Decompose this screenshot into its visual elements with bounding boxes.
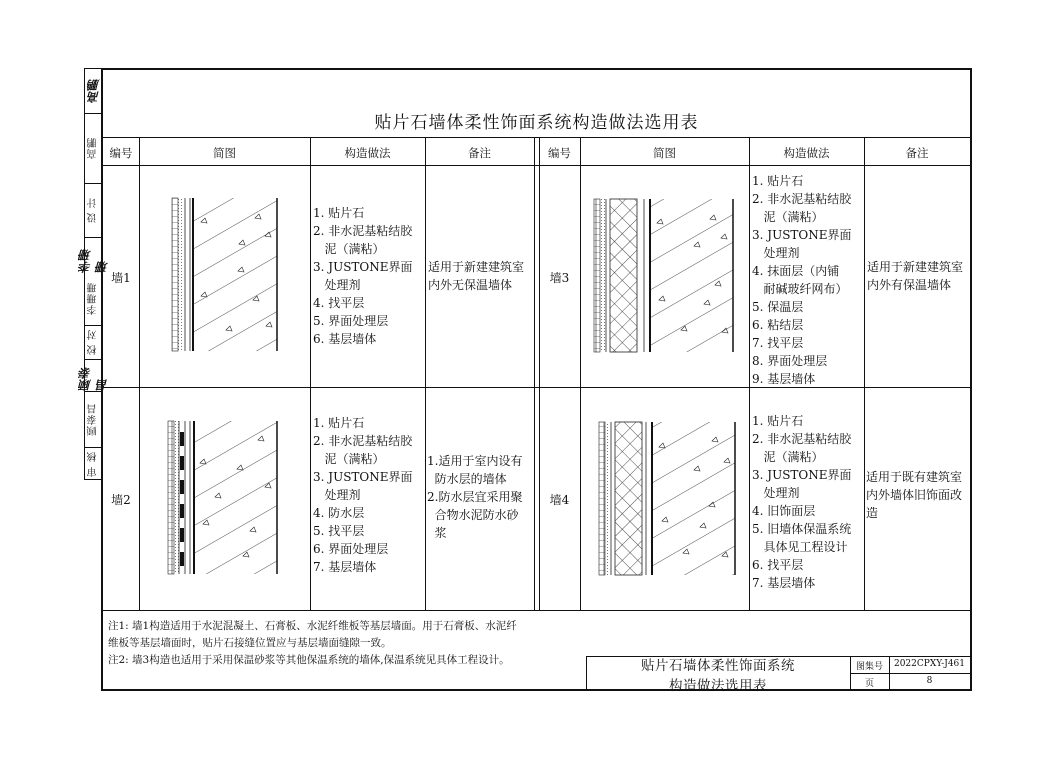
checker-signature: 李珊珊 <box>78 249 110 273</box>
wall-1-remarks: 适用于新建建筑室 内外无保温墙体 <box>428 260 525 292</box>
notes <box>108 618 588 669</box>
layer-item: 5. 界面处理层 <box>313 314 389 328</box>
header-number-left: 编号 <box>109 146 133 160</box>
review-label: 审 核 <box>88 450 99 478</box>
design-label: 设 计 <box>88 196 99 224</box>
check-label: 校 对 <box>88 328 99 356</box>
layer-item: 9. 基层墙体 <box>752 372 816 386</box>
layer-item: 5. 找平层 <box>313 524 365 538</box>
page-number: 8 <box>926 676 933 686</box>
layer-item: 2. 非水泥基粘结胶 <box>313 224 413 238</box>
layer-item: 泥（满粘） <box>313 452 385 466</box>
wall-1-id: 墙1 <box>111 271 131 285</box>
page-label: 页 <box>864 679 874 689</box>
note-line: 维板等基层墙面时，贴片石接缝位置应与基层墙面缝隙一致。 <box>108 637 392 649</box>
layer-item: 3. JUSTONE界面 <box>313 260 413 274</box>
layer-item: 处理剂 <box>752 246 800 260</box>
atlas-label: 图集号 <box>855 662 883 672</box>
layer-item: 5. 保温层 <box>752 300 804 314</box>
reviewer-signature: 顾泰昌 <box>78 367 110 391</box>
header-diagram-left: 简图 <box>213 146 236 160</box>
layer-item: 1. 贴片石 <box>752 414 804 428</box>
layer-item: 5. 旧墙体保温系统 <box>752 522 852 536</box>
layer-item: 2. 非水泥基粘结胶 <box>752 192 852 206</box>
checker-name: 李珊珊 <box>88 282 99 316</box>
layer-item: 泥（满粘） <box>752 210 824 224</box>
drawing-title-line-1: 贴片石墙体柔性饰面系统 <box>641 658 795 674</box>
wall-3-id: 墙3 <box>549 271 570 285</box>
reviewer-name: 顾泰昌 <box>88 403 99 437</box>
wall-4-diagram <box>599 422 735 575</box>
header-remarks-right: 备注 <box>905 146 929 160</box>
layer-item: 6. 基层墙体 <box>313 332 377 346</box>
layer-item: 耐碱玻纤网布） <box>752 282 848 296</box>
layer-item: 6. 找平层 <box>752 558 804 572</box>
layer-item: 6. 界面处理层 <box>313 542 389 556</box>
header-method-right: 构造做法 <box>783 146 830 160</box>
layer-item: 具体见工程设计 <box>752 540 848 554</box>
layer-item: 2. 非水泥基粘结胶 <box>313 434 413 448</box>
wall-1-diagram <box>172 198 277 351</box>
layer-item: 处理剂 <box>313 278 361 292</box>
layer-item: 1. 贴片石 <box>752 174 804 188</box>
layer-item: 4. 抹面层（内铺 <box>752 264 840 278</box>
layer-item: 7. 找平层 <box>752 336 804 350</box>
header-number-right: 编号 <box>548 146 571 160</box>
layer-item: 处理剂 <box>313 488 361 502</box>
wall-4-id: 墙4 <box>549 493 570 507</box>
designer-signature: 高鹏 <box>87 79 101 103</box>
header-remarks-left: 备注 <box>468 146 491 160</box>
layer-item: 6. 粘结层 <box>752 318 804 332</box>
layer-item: 3. JUSTONE界面 <box>752 468 852 482</box>
title-block-title <box>587 656 849 696</box>
layer-item: 4. 找平层 <box>313 296 365 310</box>
layer-item: 3. JUSTONE界面 <box>752 228 852 242</box>
wall-2-diagram <box>168 421 277 574</box>
layer-item: 泥（满粘） <box>313 242 385 256</box>
layer-item: 4. 防水层 <box>313 506 365 520</box>
wall-3-remarks: 适用于新建建筑室 内外有保温墙体 <box>867 260 964 292</box>
wall-3-diagram <box>594 199 733 352</box>
layer-item: 3. JUSTONE界面 <box>313 470 413 484</box>
note-line: 注2: 墙3构造也适用于采用保温砂浆等其他保温系统的墙体,保温系统见具体工程设计。 <box>108 654 510 666</box>
drawing-title-line-2: 构造做法选用表 <box>669 678 767 694</box>
wall-4-remarks: 适用于既有建筑室 内外墙体旧饰面改 造 <box>866 470 963 520</box>
layer-item: 7. 基层墙体 <box>313 560 377 574</box>
header-diagram-right: 简图 <box>653 146 676 160</box>
layer-item: 4. 旧饰面层 <box>752 504 816 518</box>
header-method-left: 构造做法 <box>344 146 391 160</box>
layer-item: 1. 贴片石 <box>313 206 365 220</box>
note-line: 注1: 墙1构造适用于水泥混凝土、石膏板、水泥纤维板等基层墙面。用于石膏板、水泥纤 <box>108 620 517 632</box>
layer-item: 7. 基层墙体 <box>752 576 816 590</box>
layer-item: 泥（满粘） <box>752 450 824 464</box>
atlas-number: 2022CPXY-J461 <box>893 659 966 669</box>
layer-item: 处理剂 <box>752 486 800 500</box>
wall-2-id: 墙2 <box>111 493 131 507</box>
page-title: 贴片石墙体柔性饰面系统构造做法选用表 <box>374 113 699 133</box>
layer-item: 1. 贴片石 <box>313 416 365 430</box>
designer-name: 高鹏 <box>88 137 99 159</box>
layer-item: 2. 非水泥基粘结胶 <box>752 432 852 446</box>
layer-item: 8. 界面处理层 <box>752 354 828 368</box>
wall-2-remarks: 1.适用于室内设有 防水层的墙体 2.防水层宜采用聚 合物水泥防水砂 浆 <box>427 454 523 540</box>
